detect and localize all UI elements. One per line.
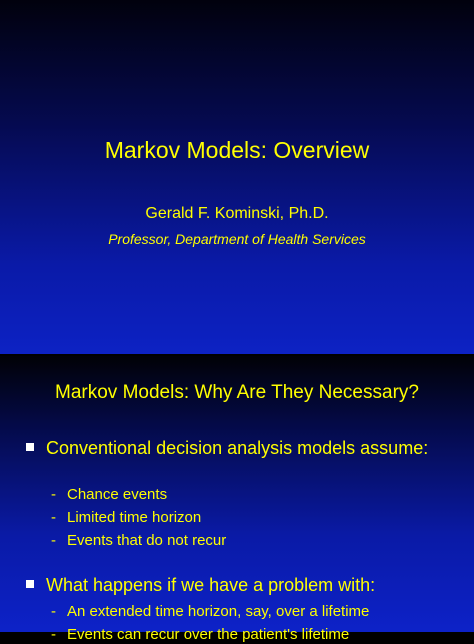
sub-bullet-text: An extended time horizon, say, over a lifetime: [67, 603, 370, 620]
author-affiliation: Professor, Department of Health Services: [108, 231, 366, 247]
sub-bullet-text: Events can recur over the patient's lifetime: [67, 626, 350, 643]
sub-bullet-item: [51, 509, 201, 527]
sub-bullet-text: Events that do not recur: [67, 532, 227, 549]
square-bullet-icon: [26, 580, 34, 588]
dash-bullet-icon: -: [51, 509, 56, 526]
bullet-item: [26, 574, 466, 596]
bullet-text: Conventional decision analysis models assume:: [46, 438, 429, 458]
sub-bullet-item: [51, 486, 167, 504]
sub-bullet-item: [51, 626, 349, 644]
slide-title: Markov Models: Overview: [104, 137, 370, 163]
dash-bullet-icon: -: [51, 532, 56, 549]
sub-bullet-text: Limited time horizon: [67, 509, 202, 526]
sub-bullet-item: [51, 603, 369, 621]
dash-bullet-icon: -: [51, 603, 56, 620]
dash-bullet-icon: -: [51, 486, 56, 503]
dash-bullet-icon: -: [51, 626, 56, 643]
square-bullet-icon: [26, 443, 34, 451]
sub-bullet-item: [51, 532, 226, 550]
sub-bullet-text: Chance events: [67, 486, 168, 503]
bullet-text: What happens if we have a problem with:: [46, 575, 376, 595]
author-name: Gerald F. Kominski, Ph.D.: [145, 205, 329, 222]
content-slide: [0, 356, 474, 643]
slide-title: Markov Models: Why Are They Necessary?: [55, 382, 419, 403]
bullet-item: [26, 437, 466, 459]
